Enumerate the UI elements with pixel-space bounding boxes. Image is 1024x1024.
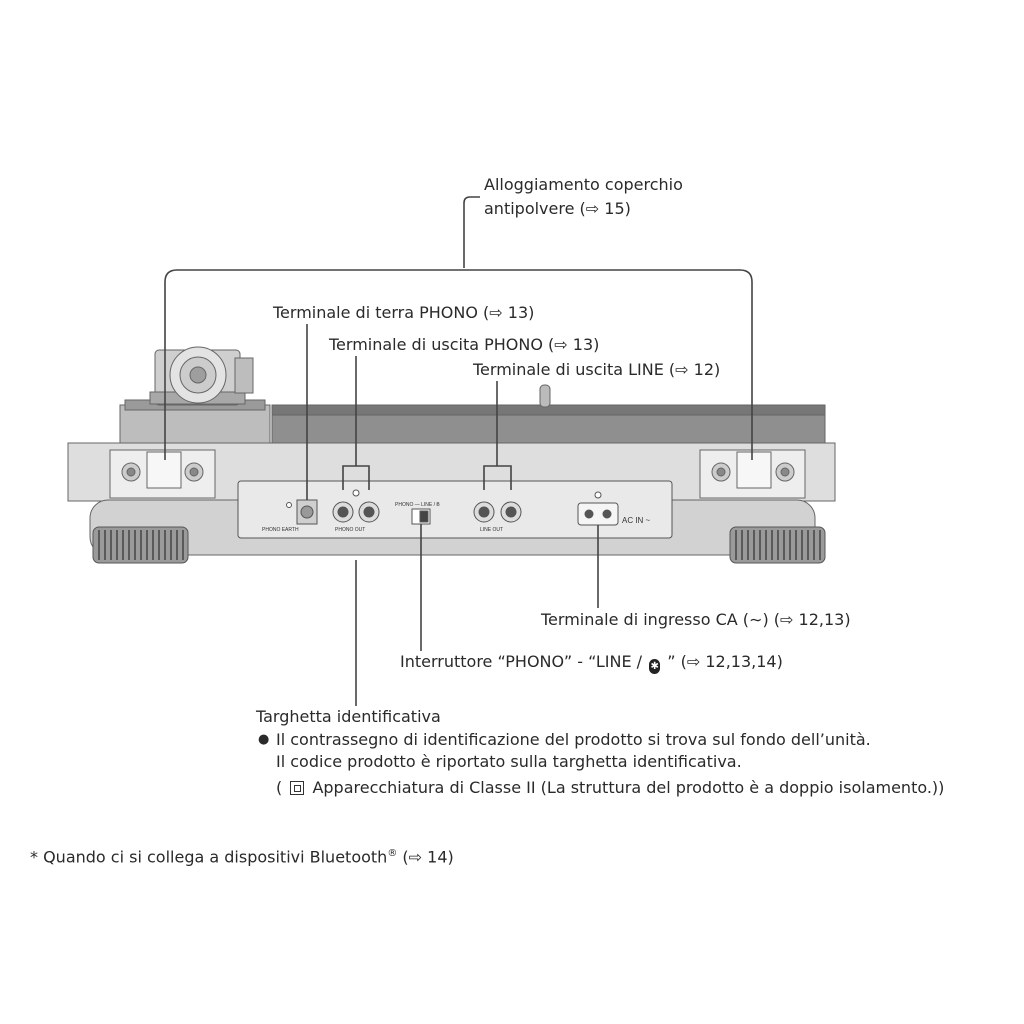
registered-mark: ® [387,848,398,859]
nameplate-bullet: ● [258,732,270,747]
label-switch [400,651,783,674]
panel-mark-phono-earth: PHONO EARTH [262,527,299,533]
class-ii-open-paren: ( [276,778,283,797]
footnote [30,843,454,868]
label-phono-out: Terminale di uscita PHONO (⇨ 13) [329,335,600,354]
rear-connector-panel [238,481,672,538]
class-ii-text: Apparecchiatura di Classe II (La struttura del prodotto è a doppio isolamento.)) [312,778,945,797]
tonearm-assembly [120,347,270,445]
class-ii-note [276,777,944,799]
panel-mark-switch: PHONO ― LINE / Ƀ [395,502,440,508]
footnote-text: * Quando ci si collega a dispositivi Bluetooth [30,847,388,867]
label-ac-in: Terminale di ingresso CA (∼) (⇨ 12,13) [541,610,851,629]
label-switch-text: Interruttore “PHONO” - “LINE / [400,652,643,671]
panel-mark-ac-in: AC IN ~ [622,516,651,525]
bluetooth-icon: ✱ [650,661,659,672]
class-ii-double-square-icon [290,781,304,795]
label-phono-earth: Terminale di terra PHONO (⇨ 13) [273,303,535,322]
label-switch-ref: ” (⇨ 12,13,14) [667,652,783,671]
label-line-out: Terminale di uscita LINE (⇨ 12) [473,360,721,379]
nameplate-line1: Il contrassegno di identificazione del prodotto si trova sul fondo dell’unità. [276,730,871,749]
label-dust-cover-line1: Alloggiamento coperchio [484,175,683,194]
label-nameplate: Targhetta identificativa [256,707,441,726]
footnote-ref: (⇨ 14) [397,847,454,867]
platter [272,385,825,445]
panel-mark-line-out: LINE OUT [480,527,504,533]
panel-mark-phono-out: PHONO OUT [335,527,366,533]
nameplate-line2: Il codice prodotto è riportato sulla targhetta identificativa. [276,752,742,771]
label-dust-cover-line2: antipolvere (⇨ 15) [484,199,631,218]
